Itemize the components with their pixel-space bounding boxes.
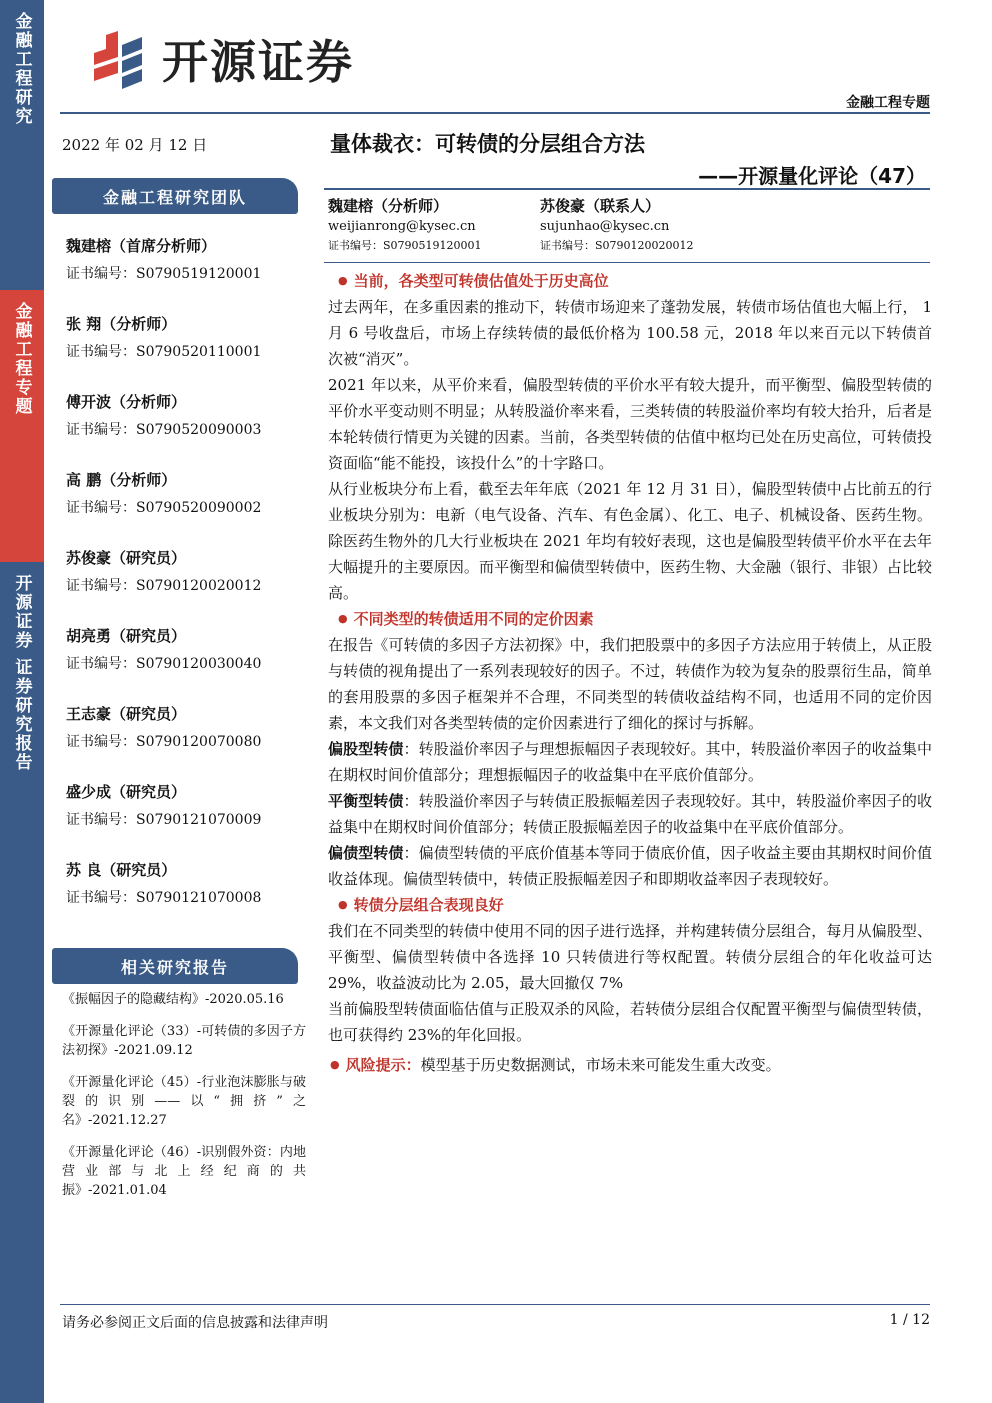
analyst-item xyxy=(66,236,306,314)
analyst-item xyxy=(66,782,306,860)
analyst-item xyxy=(66,548,306,626)
analyst-cert: 证书编号：S0790520090002 xyxy=(66,500,262,516)
related-report-link[interactable]: 《开源量化评论（46）-识别假外资：内地营业部与北上经纪商的共振》-2021.01.04 xyxy=(62,1145,306,1198)
page-number: 1 / 12 xyxy=(889,1312,930,1328)
paragraph-text: ：偏债型转债的平底价值基本等同于债底价值，因子收益主要由其期权时间价值收益体现。偏债型转债中，转债正股振幅差因子和即期收益率因子表现较好。 xyxy=(328,844,932,888)
related-reports-heading: 相关研究报告 xyxy=(52,948,298,984)
analyst-item xyxy=(66,392,306,470)
report-subtitle: ——开源量化评论（47） xyxy=(698,164,926,188)
paragraph-label: 偏债型转债 xyxy=(328,844,404,862)
analyst-name: 胡亮勇（研究员） xyxy=(66,627,187,645)
report-summary xyxy=(328,268,932,1078)
author-divider xyxy=(324,262,930,263)
risk-warning xyxy=(330,1052,932,1078)
section-heading: ● 不同类型的转债适用不同的定价因素 xyxy=(338,606,932,632)
paragraph-label: 平衡型转债 xyxy=(328,792,404,810)
related-report-link[interactable]: 《开源量化评论（45）-行业泡沫膨胀与破裂的识别——以“拥挤”之名》-2021.12.27 xyxy=(62,1075,306,1128)
paragraph: 过去两年，在多重因素的推动下，转债市场迎来了蓬勃发展，转债市场估值也大幅上行， 1 月 6 号收盘后，市场上存续转债的最低价格为 100.58 元，2018 年以来百元以下转债首次被“消灭”。 xyxy=(328,298,932,368)
analyst-name: 苏 良（研究员） xyxy=(66,861,177,879)
paragraph-text: ：转股溢价率因子与转债正股振幅差因子表现较好。其中，转股溢价率因子的收益集中在期权时间价值部分；转债正股振幅差因子的收益集中在平底价值部分。 xyxy=(328,792,932,836)
analyst-cert: 证书编号：S0790121070008 xyxy=(66,890,262,906)
logo-mark-icon xyxy=(92,29,152,89)
analyst-name: 苏俊豪（研究员） xyxy=(66,549,187,567)
analyst-cert: 证书编号：S0790520110001 xyxy=(66,344,262,360)
analyst-list xyxy=(66,236,306,938)
related-report-link[interactable]: 《开源量化评论（33）-可转债的多因子方法初探》-2021.09.12 xyxy=(62,1024,306,1058)
brand-logo xyxy=(92,26,354,92)
author-email[interactable]: weijianrong@kysec.cn xyxy=(328,219,476,234)
side-strip xyxy=(0,0,44,1403)
strip-segment-research: 金融工程研究 xyxy=(0,0,44,290)
related-report-link[interactable]: 《振幅因子的隐藏结构》-2020.05.16 xyxy=(62,992,284,1007)
author-name: 苏俊豪（联系人） xyxy=(540,197,661,215)
report-title: 量体裁衣：可转债的分层组合方法 xyxy=(330,132,645,156)
analyst-name: 傅开波（分析师） xyxy=(66,393,187,411)
paragraph: 当前偏股型转债面临估值与正股双杀的风险，若转债分层组合仅配置平衡型与偏债型转债，也可获得约 23%的年化回报。 xyxy=(328,1000,932,1044)
strip-segment-topic: 金融工程专题 xyxy=(0,290,44,562)
author-email[interactable]: sujunhao@kysec.cn xyxy=(540,219,670,234)
analyst-cert: 证书编号：S0790120020012 xyxy=(66,578,262,594)
risk-label: ● 风险提示： xyxy=(330,1056,421,1074)
paragraph: 从行业板块分布上看，截至去年年底（2021 年 12 月 31 日），偏股型转债中占比前五的行业板块分别为：电新（电气设备、汽车、有色金属）、化工、电子、机械设备、医药生物。除医药生物外的几大行业板块在 2021 年均有较好表现，这也是偏股型转债平价水平在去年大幅提升的主要原因。而平衡型和偏债型转债中，医药生物、大金融（银行、非银）占比较高。 xyxy=(328,480,932,602)
analyst-cert: 证书编号：S0790120030040 xyxy=(66,656,262,672)
title-divider xyxy=(324,188,930,190)
author-item xyxy=(540,196,800,254)
brand-name: 开源证券 xyxy=(162,35,354,89)
paragraph xyxy=(328,788,932,840)
paragraph xyxy=(328,840,932,892)
analyst-cert: 证书编号：S0790120070080 xyxy=(66,734,262,750)
paragraph: 2021 年以来，从平价来看，偏股型转债的平价水平有较大提升，而平衡型、偏股型转债的平价水平变动则不明显；从转股溢价率来看，三类转债的转股溢价率均有较大抬升，后者是本轮转债行情更为关键的因素。当前，各类型转债的估值中枢均已处在历史高位，可转债投资面临“能不能投，该投什么”的十字路口。 xyxy=(328,376,932,472)
author-name: 魏建榕（分析师） xyxy=(328,197,449,215)
strip-segment-company: 开源证券 证券研究报告 xyxy=(0,562,44,1403)
analyst-item xyxy=(66,470,306,548)
analyst-name: 张 翔（分析师） xyxy=(66,315,177,333)
analyst-item xyxy=(66,860,306,938)
section-heading: ● 当前，各类型可转债估值处于历史高位 xyxy=(338,268,932,294)
analyst-item xyxy=(66,314,306,392)
analyst-item xyxy=(66,626,306,704)
report-date: 2022 年 02 月 12 日 xyxy=(62,136,208,154)
report-category: 金融工程专题 xyxy=(846,95,930,111)
analyst-cert: 证书编号：S0790121070009 xyxy=(66,812,262,828)
paragraph-text: ：转股溢价率因子与理想振幅因子表现较好。其中，转股溢价率因子的收益集中在期权时间价值部分；理想振幅因子的收益集中在平底价值部分。 xyxy=(328,740,932,784)
author-cert: 证书编号：S0790120020012 xyxy=(540,239,694,252)
paragraph: 我们在不同类型的转债中使用不同的因子进行选择，并构建转债分层组合，每月从偏股型、平衡型、偏债型转债中各选择 10 只转债进行等权配置。转债分层组合的年化收益可达 29%，收益波动比为 2.05，最大回撤仅 7% xyxy=(328,922,932,992)
risk-text: 模型基于历史数据测试，市场未来可能发生重大改变。 xyxy=(420,1056,781,1074)
analyst-cert: 证书编号：S0790520090003 xyxy=(66,422,262,438)
header-divider xyxy=(60,112,930,114)
related-reports-list xyxy=(62,990,306,1213)
paragraph: 在报告《可转债的多因子方法初探》中，我们把股票中的多因子方法应用于转债上，从正股与转债的视角提出了一系列表现较好的因子。不过，转债作为较为复杂的股票衍生品，简单的套用股票的多因子框架并不合理，不同类型的转债收益结构不同，也适用不同的定价因素，本文我们对各类型转债的定价因素进行了细化的探讨与拆解。 xyxy=(328,636,932,732)
footer-divider xyxy=(60,1304,930,1305)
section-heading: ● 转债分层组合表现良好 xyxy=(338,892,932,918)
paragraph xyxy=(328,736,932,788)
analyst-item xyxy=(66,704,306,782)
analyst-name: 王志豪（研究员） xyxy=(66,705,187,723)
footer-disclaimer: 请务必参阅正文后面的信息披露和法律声明 xyxy=(62,1315,328,1331)
analyst-name: 魏建榕（首席分析师） xyxy=(66,237,217,255)
analyst-cert: 证书编号：S0790519120001 xyxy=(66,266,262,282)
author-cert: 证书编号：S0790519120001 xyxy=(328,239,482,252)
paragraph-label: 偏股型转债 xyxy=(328,740,404,758)
team-heading: 金融工程研究团队 xyxy=(52,178,298,214)
analyst-name: 高 鹏（分析师） xyxy=(66,471,177,489)
analyst-name: 盛少成（研究员） xyxy=(66,783,187,801)
